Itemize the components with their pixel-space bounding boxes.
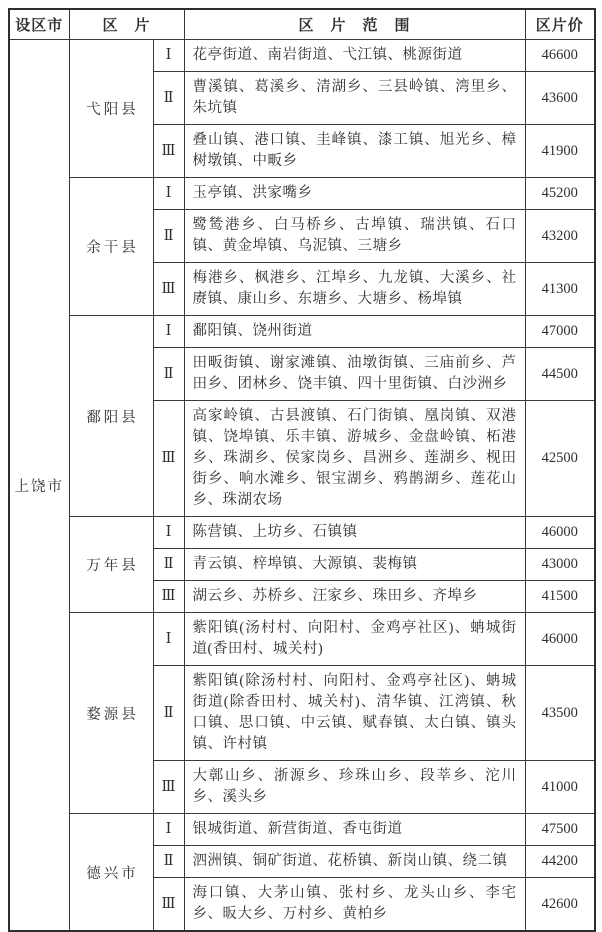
zone-tier-cell: Ⅰ bbox=[153, 814, 184, 846]
zone-range-cell: 海口镇、大茅山镇、张村乡、龙头山乡、李宅乡、昄大乡、万村乡、黄柏乡 bbox=[184, 878, 525, 932]
zone-price-cell: 45200 bbox=[525, 178, 595, 210]
zone-tier-cell: Ⅰ bbox=[153, 40, 184, 72]
zone-tier-cell: Ⅱ bbox=[153, 210, 184, 263]
zone-range-cell: 梅港乡、枫港乡、江埠乡、九龙镇、大溪乡、社赓镇、康山乡、东塘乡、大塘乡、杨埠镇 bbox=[184, 263, 525, 316]
header-city: 设区市 bbox=[9, 9, 69, 40]
zone-range-cell: 鹭鸶港乡、白马桥乡、古埠镇、瑞洪镇、石口镇、黄金埠镇、乌泥镇、三塘乡 bbox=[184, 210, 525, 263]
header-zone: 区 片 bbox=[69, 9, 184, 40]
zone-price-cell: 43200 bbox=[525, 210, 595, 263]
table-row bbox=[9, 517, 595, 549]
zone-tier-cell: Ⅰ bbox=[153, 517, 184, 549]
zone-price-cell: 46000 bbox=[525, 613, 595, 666]
county-cell: 万年县 bbox=[69, 517, 153, 613]
zone-price-cell: 41300 bbox=[525, 263, 595, 316]
zone-tier-cell: Ⅲ bbox=[153, 125, 184, 178]
zone-tier-cell: Ⅱ bbox=[153, 72, 184, 125]
zone-tier-cell: Ⅰ bbox=[153, 613, 184, 666]
zone-price-cell: 44200 bbox=[525, 846, 595, 878]
zone-price-cell: 43600 bbox=[525, 72, 595, 125]
zone-price-cell: 41000 bbox=[525, 761, 595, 814]
zone-tier-cell: Ⅲ bbox=[153, 878, 184, 932]
zone-tier-cell: Ⅱ bbox=[153, 549, 184, 581]
zone-range-cell: 紫阳镇(汤村村、向阳村、金鸡亭社区)、蚺城街道(香田村、城关村) bbox=[184, 613, 525, 666]
land-price-zone-table bbox=[8, 8, 596, 932]
zone-range-cell: 玉亭镇、洪家嘴乡 bbox=[184, 178, 525, 210]
city-cell: 上饶市 bbox=[9, 40, 69, 932]
county-cell: 弋阳县 bbox=[69, 40, 153, 178]
header-price: 区片价 bbox=[525, 9, 595, 40]
zone-tier-cell: Ⅰ bbox=[153, 316, 184, 348]
zone-range-cell: 鄱阳镇、饶州街道 bbox=[184, 316, 525, 348]
zone-range-cell: 紫阳镇(除汤村村、向阳村、金鸡亭社区)、蚺城街道(除香田村、城关村)、清华镇、江湾镇、秋口镇、思口镇、中云镇、赋春镇、太白镇、镇头镇、许村镇 bbox=[184, 666, 525, 761]
zone-range-cell: 陈营镇、上坊乡、石镇镇 bbox=[184, 517, 525, 549]
table-row bbox=[9, 613, 595, 666]
zone-tier-cell: Ⅲ bbox=[153, 581, 184, 613]
zone-range-cell: 泗洲镇、铜矿街道、花桥镇、新岗山镇、绕二镇 bbox=[184, 846, 525, 878]
zone-range-cell: 湖云乡、苏桥乡、汪家乡、珠田乡、齐埠乡 bbox=[184, 581, 525, 613]
table-body bbox=[9, 40, 595, 932]
zone-price-cell: 43500 bbox=[525, 666, 595, 761]
zone-tier-cell: Ⅱ bbox=[153, 846, 184, 878]
zone-price-cell: 42600 bbox=[525, 878, 595, 932]
header-range: 区 片 范 围 bbox=[184, 9, 525, 40]
zone-price-cell: 47500 bbox=[525, 814, 595, 846]
zone-price-cell: 41900 bbox=[525, 125, 595, 178]
county-cell: 余干县 bbox=[69, 178, 153, 316]
zone-tier-cell: Ⅱ bbox=[153, 348, 184, 401]
zone-tier-cell: Ⅱ bbox=[153, 666, 184, 761]
zone-range-cell: 大鄣山乡、浙源乡、珍珠山乡、段莘乡、沱川乡、溪头乡 bbox=[184, 761, 525, 814]
table-row bbox=[9, 178, 595, 210]
table-header-row bbox=[9, 9, 595, 40]
county-cell: 鄱阳县 bbox=[69, 316, 153, 517]
zone-range-cell: 田畈街镇、谢家滩镇、油墩街镇、三庙前乡、芦田乡、团林乡、饶丰镇、四十里街镇、白沙洲乡 bbox=[184, 348, 525, 401]
table-row bbox=[9, 316, 595, 348]
zone-range-cell: 花亭街道、南岩街道、弋江镇、桃源街道 bbox=[184, 40, 525, 72]
zone-price-cell: 47000 bbox=[525, 316, 595, 348]
zone-tier-cell: Ⅲ bbox=[153, 401, 184, 517]
zone-tier-cell: Ⅲ bbox=[153, 263, 184, 316]
zone-price-cell: 44500 bbox=[525, 348, 595, 401]
zone-range-cell: 青云镇、梓埠镇、大源镇、裴梅镇 bbox=[184, 549, 525, 581]
county-cell: 婺源县 bbox=[69, 613, 153, 814]
zone-range-cell: 高家岭镇、古县渡镇、石门街镇、凰岗镇、双港镇、饶埠镇、乐丰镇、游城乡、金盘岭镇、柘港乡、珠湖乡、侯家岗乡、昌洲乡、莲湖乡、枧田街乡、响水滩乡、银宝湖乡、鸦鹊湖乡、莲花山乡、珠湖农场 bbox=[184, 401, 525, 517]
zone-price-cell: 46000 bbox=[525, 517, 595, 549]
zone-tier-cell: Ⅲ bbox=[153, 761, 184, 814]
zone-price-cell: 46600 bbox=[525, 40, 595, 72]
table-row bbox=[9, 40, 595, 72]
zone-price-cell: 41500 bbox=[525, 581, 595, 613]
zone-price-cell: 43000 bbox=[525, 549, 595, 581]
zone-tier-cell: Ⅰ bbox=[153, 178, 184, 210]
zone-price-cell: 42500 bbox=[525, 401, 595, 517]
table-row bbox=[9, 814, 595, 846]
county-cell: 德兴市 bbox=[69, 814, 153, 932]
zone-range-cell: 叠山镇、港口镇、圭峰镇、漆工镇、旭光乡、樟树墩镇、中畈乡 bbox=[184, 125, 525, 178]
zone-range-cell: 曹溪镇、葛溪乡、清湖乡、三县岭镇、湾里乡、朱坑镇 bbox=[184, 72, 525, 125]
zone-range-cell: 银城街道、新营街道、香屯街道 bbox=[184, 814, 525, 846]
